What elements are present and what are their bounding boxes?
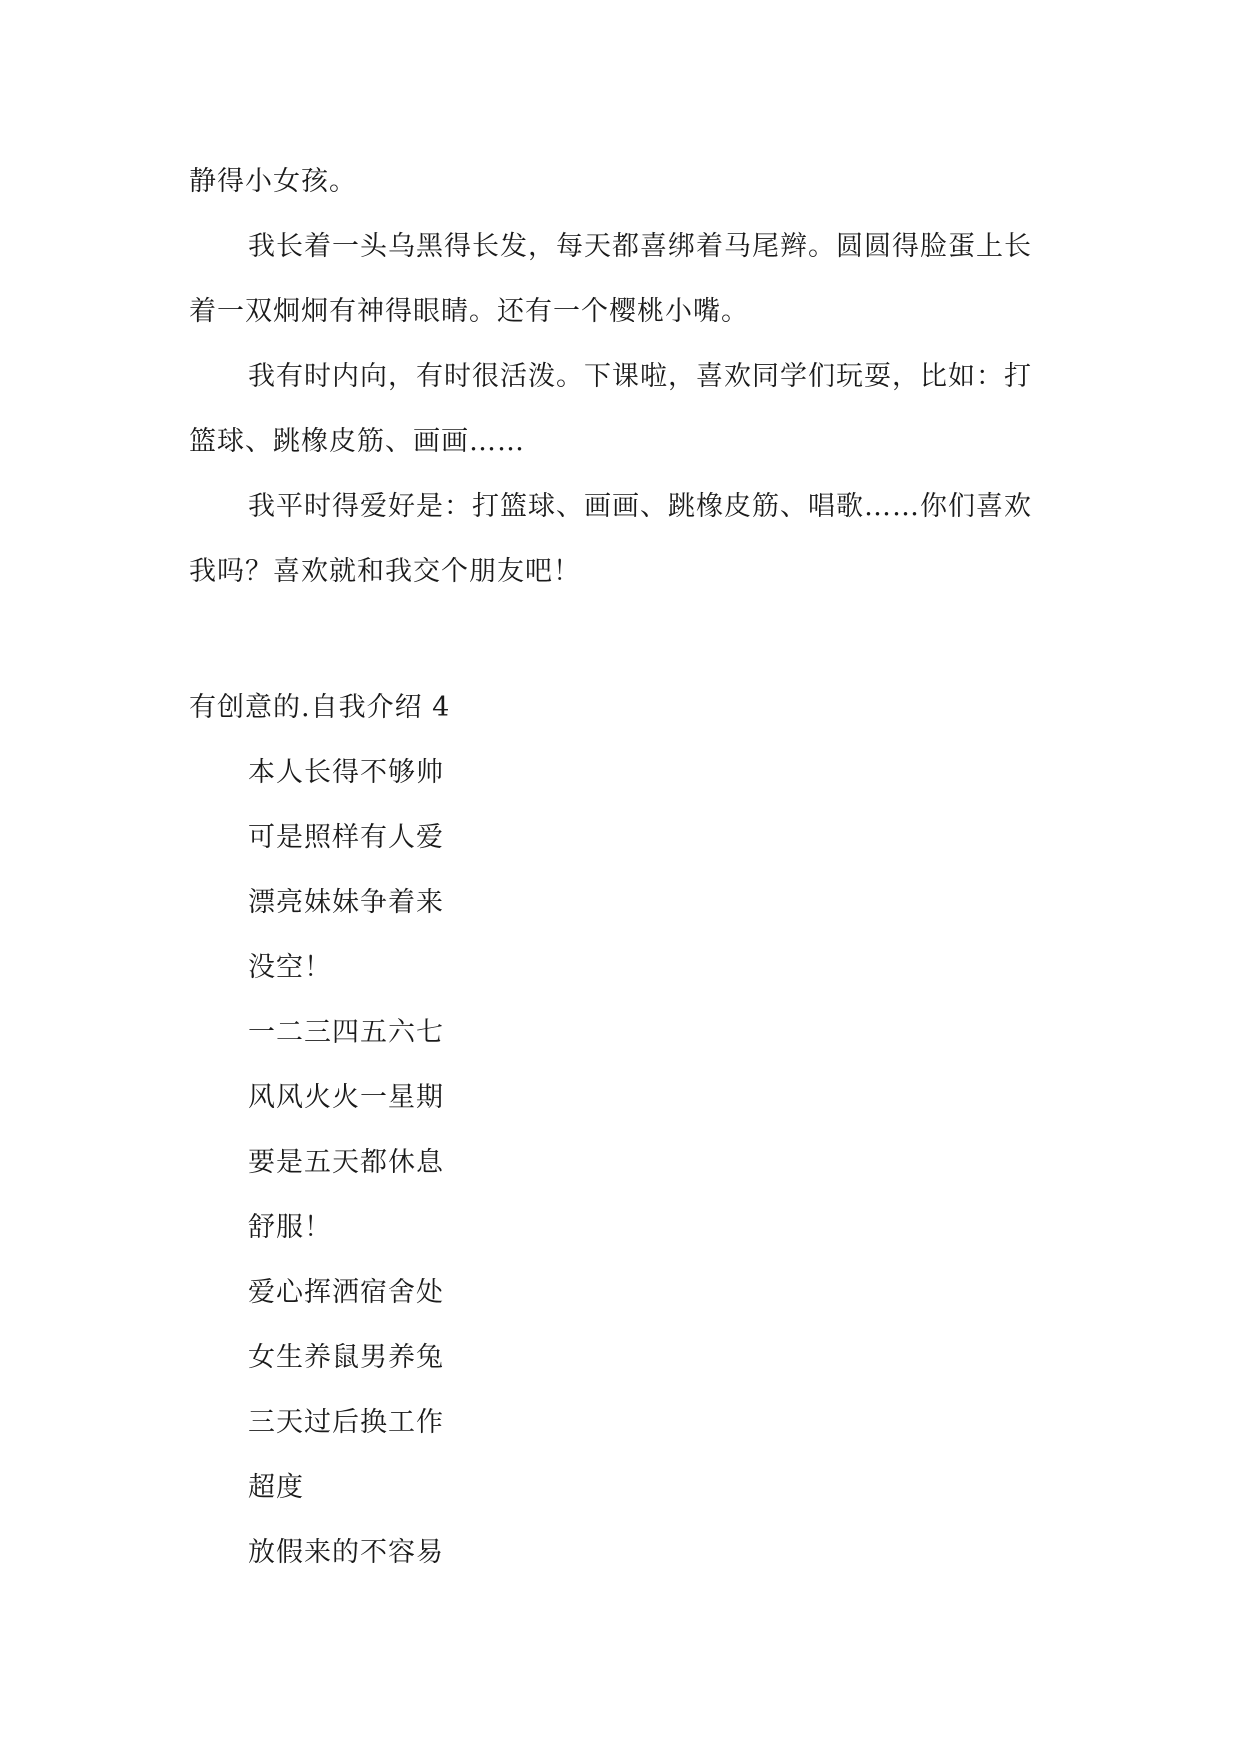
paragraph-appearance-line-2: 着一双炯炯有神得眼睛。还有一个樱桃小嘴。	[189, 296, 749, 327]
poem-line: 一二三四五六七	[248, 1017, 444, 1048]
paragraph-personality-line-1: 我有时内向，有时很活泼。下课啦，喜欢同学们玩耍，比如：打	[248, 361, 1032, 392]
poem-line: 女生养鼠男养兔	[248, 1342, 444, 1373]
poem-line: 要是五天都休息	[248, 1147, 444, 1178]
poem-line: 本人长得不够帅	[248, 757, 444, 788]
poem-line: 没空！	[248, 952, 332, 983]
paragraph-hobbies-line-1: 我平时得爱好是：打篮球、画画、跳橡皮筋、唱歌……你们喜欢	[248, 491, 1032, 522]
poem-line: 舒服！	[248, 1212, 332, 1243]
section-heading: 有创意的.自我介绍 4	[189, 692, 451, 723]
poem-line: 爱心挥洒宿舍处	[248, 1277, 444, 1308]
poem-line: 漂亮妹妹争着来	[248, 887, 444, 918]
poem-line: 超度	[248, 1472, 304, 1503]
poem-line: 放假来的不容易	[248, 1537, 444, 1568]
poem-line: 三天过后换工作	[248, 1407, 444, 1438]
poem-line: 风风火火一星期	[248, 1082, 444, 1113]
paragraph-personality-line-2: 篮球、跳橡皮筋、画画……	[189, 426, 525, 457]
poem-line: 可是照样有人爱	[248, 822, 444, 853]
paragraph-appearance-line-1: 我长着一头乌黑得长发，每天都喜绑着马尾辫。圆圆得脸蛋上长	[248, 231, 1032, 262]
paragraph-hobbies-line-2: 我吗？喜欢就和我交个朋友吧！	[189, 556, 581, 587]
paragraph-continuation: 静得小女孩。	[189, 166, 357, 197]
